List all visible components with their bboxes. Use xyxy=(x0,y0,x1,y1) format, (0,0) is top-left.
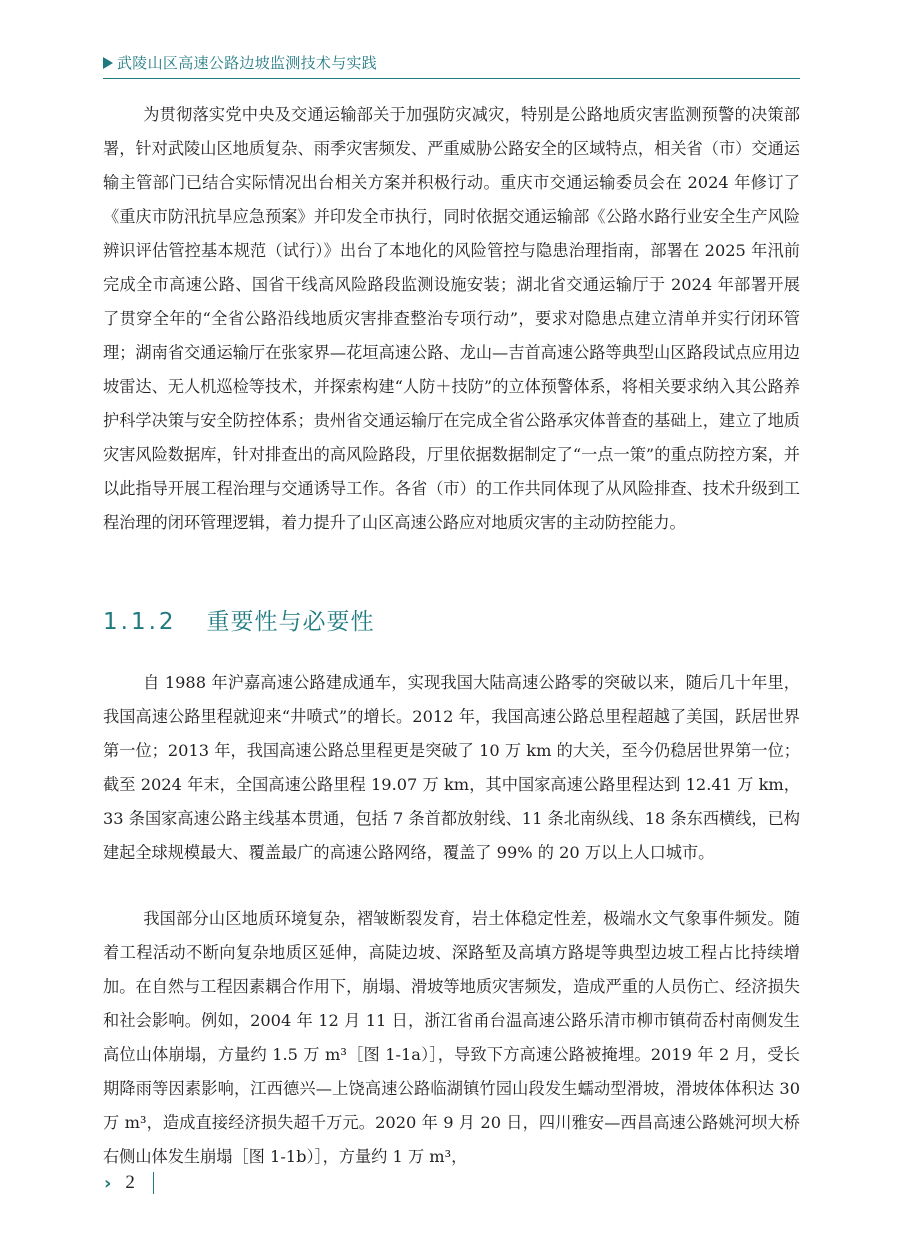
paragraph-text: 我国部分山区地质环境复杂，褶皱断裂发育，岩土体稳定性差，极端水文气象事件频发。随着工程活动不断向复杂地质区延伸，高陡边坡、深路堑及高填方路堤等典型边坡工程占比持续增加。在自然与工程因素耦合作用下，崩塌、滑坡等地质灾害频发，造成严重的人员伤亡、经济损失和社会影响。例如，2004 年 12 月 11 日，浙江省甬台温高速公路乐清市柳市镇荷岙村南侧发生高位山体崩塌，方量约 1.5 万 m³［图 1-1a）］，导致下方高速公路被掩埋。2019 年 2 月，受长期降雨等因素影响，江西德兴—上饶高速公路临湖镇竹园山段发生蠕动型滑坡，滑坡体体积达 30 万 m³，造成直接经济损失超千万元。2020 年 9 月 20 日，四川雅安—西昌高速公路姚河坝大桥右侧山体发生崩塌［图 1-1b）］，方量约 1 万 m³， xyxy=(103,909,800,1166)
book-title: 武陵山区高速公路边坡监测技术与实践 xyxy=(117,54,378,72)
paragraph-text: 自 1988 年沪嘉高速公路建成通车，实现我国大陆高速公路零的突破以来，随后几十年里，我国高速公路里程就迎来“井喷式”的增长。2012 年，我国高速公路总里程超越了美国，跃居世界第一位；2013 年，我国高速公路总里程更是突破了 10 万 km 的大关，至今仍稳居世界第一位；截至 2024 年末，全国高速公路里程 19.07 万 km，其中国家高速公路里程达到 12.41 万 km，33 条国家高速公路主线基本贯通，包括 7 条首都放射线、11 条北南纵线、18 条东西横线，已构建起全球规模最大、覆盖最广的高速公路网络，覆盖了 99% 的 20 万以上人口城市。 xyxy=(103,673,800,862)
running-header xyxy=(103,52,377,73)
section-title: 重要性与必要性 xyxy=(206,609,375,635)
triangle-marker-icon xyxy=(103,57,113,69)
footer-divider xyxy=(153,1172,154,1194)
paragraph-policy xyxy=(103,98,800,540)
page-footer xyxy=(104,1172,154,1194)
paragraph-geohazards xyxy=(103,902,800,1174)
paragraph-expressway-growth xyxy=(103,666,800,870)
section-number: 1.1.2 xyxy=(103,609,177,635)
section-heading xyxy=(103,603,375,636)
header-rule xyxy=(103,78,800,79)
chevron-right-icon: › xyxy=(104,1172,112,1194)
page-number: 2 xyxy=(125,1172,135,1193)
paragraph-text: 为贯彻落实党中央及交通运输部关于加强防灾减灾，特别是公路地质灾害监测预警的决策部署，针对武陵山区地质复杂、雨季灾害频发、严重威胁公路安全的区域特点，相关省（市）交通运输主管部门已结合实际情况出台相关方案并积极行动。重庆市交通运输委员会在 2024 年修订了《重庆市防汛抗旱应急预案》并印发全市执行，同时依据交通运输部《公路水路行业安全生产风险辨识评估管控基本规范（试行）》出台了本地化的风险管控与隐患治理指南，部署在 2025 年汛前完成全市高速公路、国省干线高风险路段监测设施安装；湖北省交通运输厅于 2024 年部署开展了贯穿全年的“全省公路沿线地质灾害排查整治专项行动”，要求对隐患点建立清单并实行闭环管理；湖南省交通运输厅在张家界—花垣高速公路、龙山—吉首高速公路等典型山区路段试点应用边坡雷达、无人机巡检等技术，并探索构建“人防＋技防”的立体预警体系，将相关要求纳入其公路养护科学决策与安全防控体系；贵州省交通运输厅在完成全省公路承灾体普查的基础上，建立了地质灾害风险数据库，针对排查出的高风险路段，厅里依据数据制定了“一点一策”的重点防控方案，并以此指导开展工程治理与交通诱导工作。各省（市）的工作共同体现了从风险排查、技术升级到工程治理的闭环管理逻辑，着力提升了山区高速公路应对地质灾害的主动防控能力。 xyxy=(103,105,800,532)
